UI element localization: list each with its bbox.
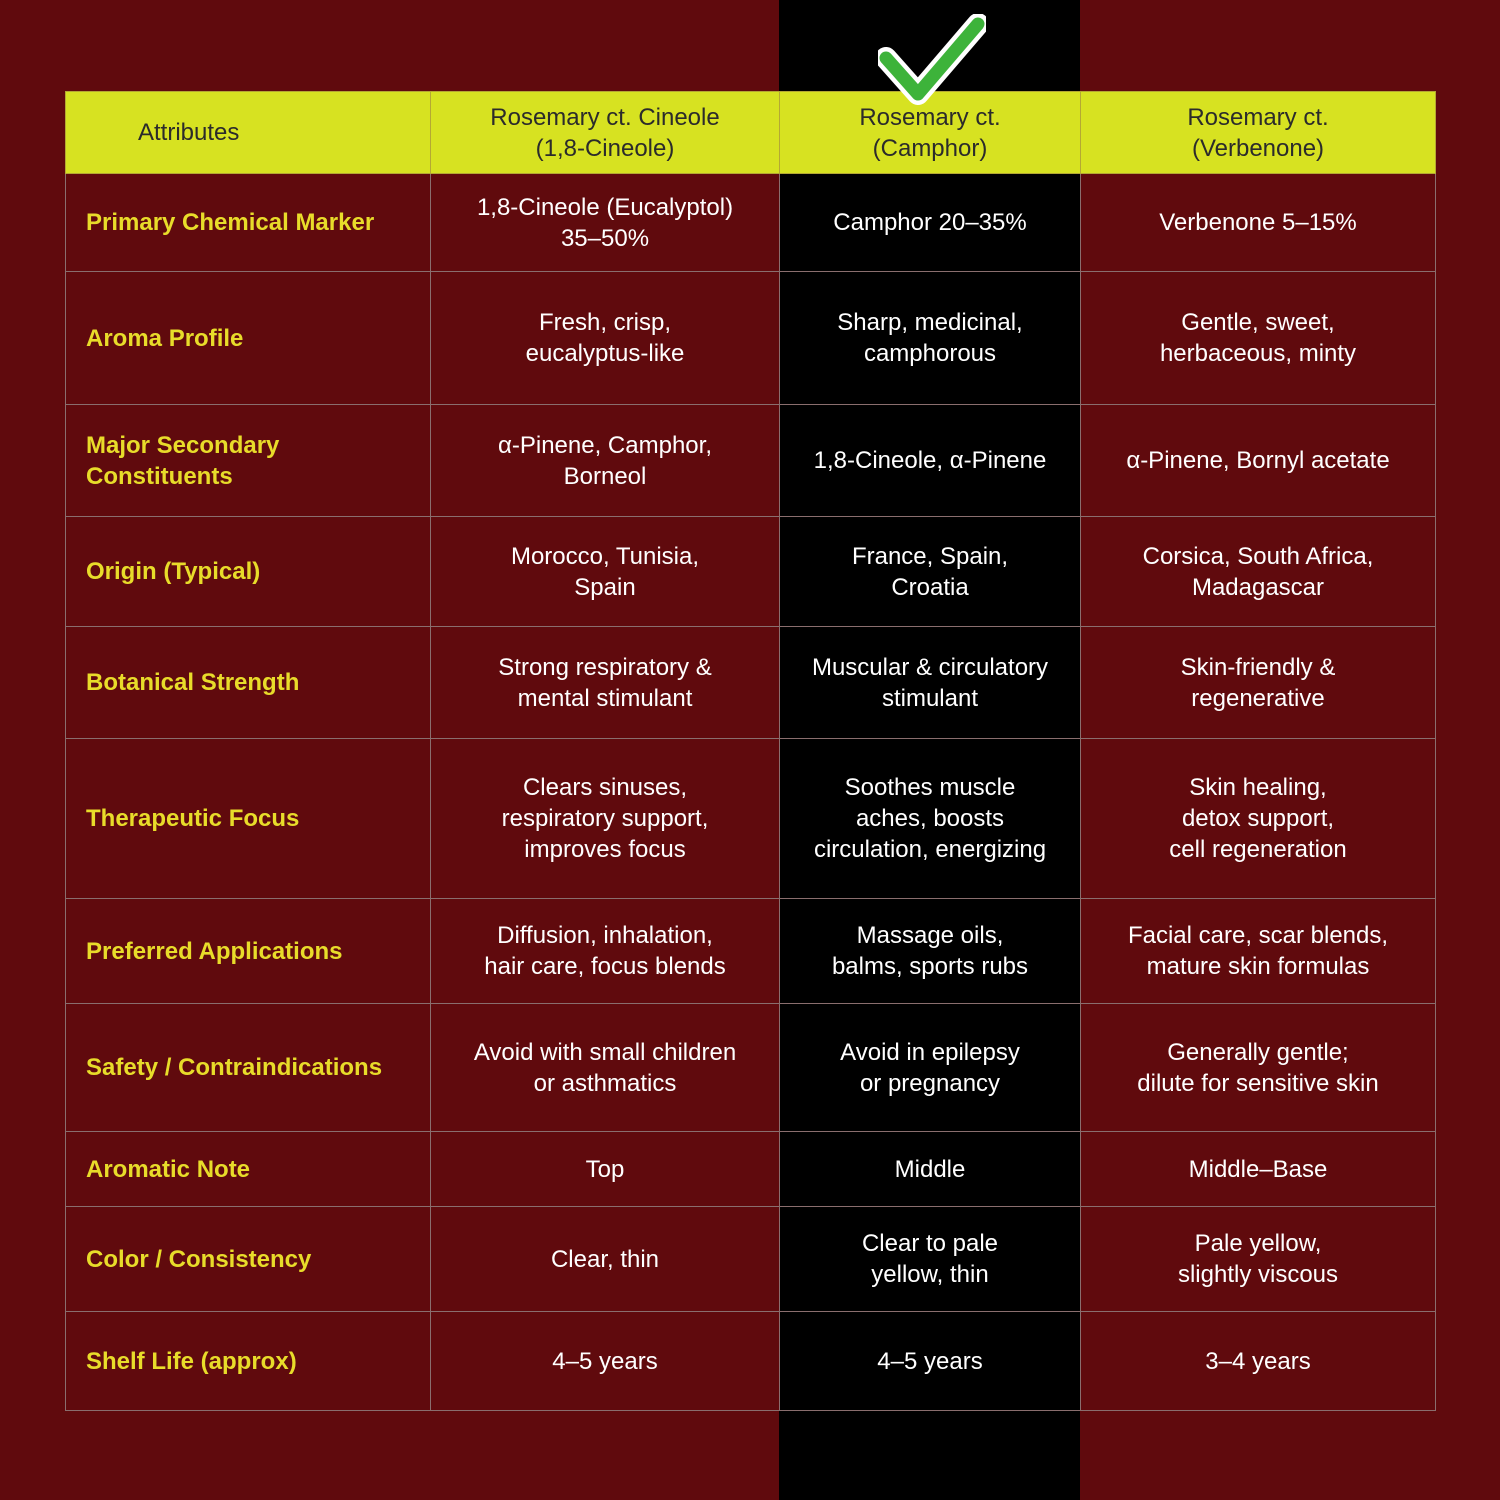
cell-camphor: Avoid in epilepsy or pregnancy — [780, 1004, 1081, 1132]
attributes-header: Attributes — [66, 92, 431, 174]
cell-camphor: Soothes muscle aches, boosts circulation, energizing — [780, 739, 1081, 899]
row-attribute: Shelf Life (approx) — [66, 1312, 431, 1411]
cell-cineole: Clear, thin — [431, 1207, 780, 1312]
cell-verbenone: Pale yellow, slightly viscous — [1081, 1207, 1436, 1312]
cell-cineole: Morocco, Tunisia, Spain — [431, 517, 780, 627]
cell-camphor: Camphor 20–35% — [780, 174, 1081, 272]
row-attribute: Color / Consistency — [66, 1207, 431, 1312]
table-row — [66, 1207, 1436, 1312]
cell-cineole: 1,8-Cineole (Eucalyptol) 35–50% — [431, 174, 780, 272]
cell-verbenone: Generally gentle; dilute for sensitive skin — [1081, 1004, 1436, 1132]
cell-camphor: 1,8-Cineole, α-Pinene — [780, 405, 1081, 517]
row-attribute: Aromatic Note — [66, 1132, 431, 1207]
cell-verbenone: Skin healing, detox support, cell regeneration — [1081, 739, 1436, 899]
cell-verbenone: 3–4 years — [1081, 1312, 1436, 1411]
cell-camphor: Massage oils, balms, sports rubs — [780, 899, 1081, 1004]
cell-verbenone: Verbenone 5–15% — [1081, 174, 1436, 272]
row-attribute: Origin (Typical) — [66, 517, 431, 627]
table-row — [66, 627, 1436, 739]
cell-camphor: Clear to pale yellow, thin — [780, 1207, 1081, 1312]
row-attribute: Major Secondary Constituents — [66, 405, 431, 517]
cell-verbenone: Corsica, South Africa, Madagascar — [1081, 517, 1436, 627]
cell-verbenone: Skin-friendly & regenerative — [1081, 627, 1436, 739]
table-row — [66, 1132, 1436, 1207]
cell-cineole: Top — [431, 1132, 780, 1207]
row-attribute: Therapeutic Focus — [66, 739, 431, 899]
row-attribute: Aroma Profile — [66, 272, 431, 405]
table-row — [66, 739, 1436, 899]
table-row — [66, 1004, 1436, 1132]
comparison-table — [65, 91, 1436, 1411]
cell-cineole: Clears sinuses, respiratory support, improves focus — [431, 739, 780, 899]
column-header-cineole: Rosemary ct. Cineole (1,8-Cineole) — [431, 92, 780, 174]
cell-cineole: α-Pinene, Camphor, Borneol — [431, 405, 780, 517]
row-attribute: Preferred Applications — [66, 899, 431, 1004]
cell-cineole: Avoid with small children or asthmatics — [431, 1004, 780, 1132]
cell-verbenone: Facial care, scar blends, mature skin formulas — [1081, 899, 1436, 1004]
cell-cineole: 4–5 years — [431, 1312, 780, 1411]
row-attribute: Botanical Strength — [66, 627, 431, 739]
table-row — [66, 517, 1436, 627]
cell-verbenone: Gentle, sweet, herbaceous, minty — [1081, 272, 1436, 405]
table-row — [66, 174, 1436, 272]
cell-verbenone: Middle–Base — [1081, 1132, 1436, 1207]
cell-camphor: Sharp, medicinal, camphorous — [780, 272, 1081, 405]
cell-camphor: Muscular & circulatory stimulant — [780, 627, 1081, 739]
cell-camphor: Middle — [780, 1132, 1081, 1207]
row-attribute: Safety / Contraindications — [66, 1004, 431, 1132]
checkmark-icon — [878, 14, 986, 106]
table-row — [66, 405, 1436, 517]
cell-camphor: 4–5 years — [780, 1312, 1081, 1411]
cell-cineole: Strong respiratory & mental stimulant — [431, 627, 780, 739]
row-attribute: Primary Chemical Marker — [66, 174, 431, 272]
table-row — [66, 1312, 1436, 1411]
column-header-camphor: Rosemary ct. (Camphor) — [780, 92, 1081, 174]
column-header-verbenone: Rosemary ct. (Verbenone) — [1081, 92, 1436, 174]
table-row — [66, 899, 1436, 1004]
cell-cineole: Diffusion, inhalation, hair care, focus blends — [431, 899, 780, 1004]
cell-cineole: Fresh, crisp, eucalyptus-like — [431, 272, 780, 405]
header-row — [66, 92, 1436, 174]
cell-verbenone: α-Pinene, Bornyl acetate — [1081, 405, 1436, 517]
table-row — [66, 272, 1436, 405]
cell-camphor: France, Spain, Croatia — [780, 517, 1081, 627]
